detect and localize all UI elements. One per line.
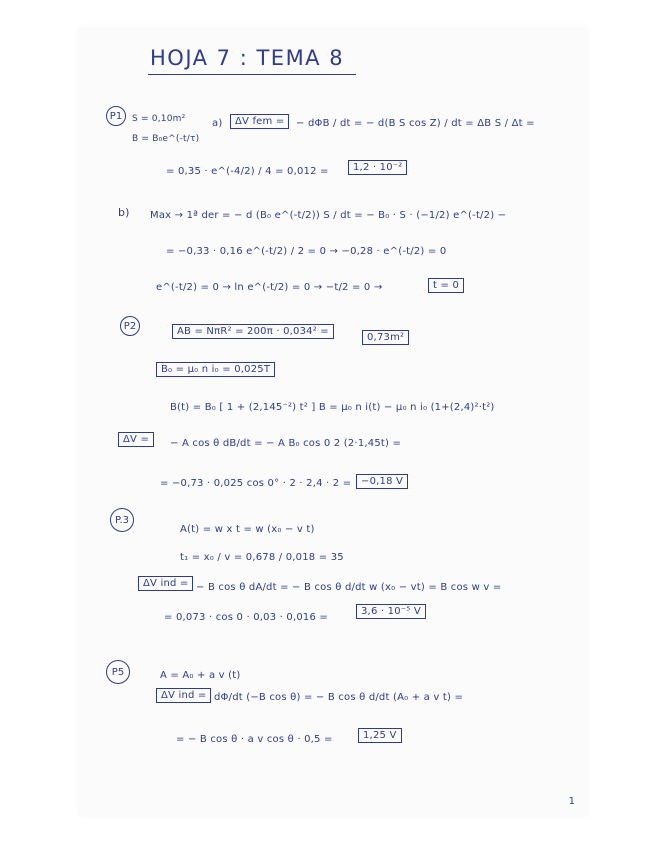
p1-b-log-step: e^(-t/2) = 0 → ln e^(-t/2) = 0 → −t/2 = 0 → xyxy=(156,282,383,293)
p1-b-result: t = 0 xyxy=(428,278,464,293)
problem-label-p2: P2 xyxy=(120,316,140,336)
title-underline xyxy=(148,74,356,75)
p2-area-box: AB = NπR² = 200π · 0,034² = xyxy=(172,324,334,339)
p5-emf-evaluation: = − B cos θ · a v cos θ · 0,5 = xyxy=(176,734,333,745)
p1-given-surface: S = 0,10m² xyxy=(132,114,186,124)
p5-emf-result: 1,25 V xyxy=(358,728,402,743)
page-number: 1 xyxy=(568,796,575,807)
p2-area-result: 0,73m² xyxy=(362,330,409,345)
p5-emf-expression: dΦ/dt (−B cos θ) = − B cos θ d/dt (A₀ + a v t) = xyxy=(214,692,464,703)
p1-part-b-label: b) xyxy=(118,206,130,219)
p2-emf-result: −0,18 V xyxy=(356,474,408,489)
problem-label-p1: P1 xyxy=(106,106,126,126)
p3-emf-expression: − B cos θ dA/dt = − B cos θ d/dt w (x₀ − vt) = B cos w v = xyxy=(196,582,502,593)
p2-emf-box: ΔV = xyxy=(118,432,154,447)
problem-label-p5: P5 xyxy=(106,660,130,684)
problem-label-p3: P.3 xyxy=(110,508,134,532)
p3-time-calc: t₁ = x₀ / v = 0,678 / 0,018 = 35 xyxy=(180,552,344,563)
p5-emf-box: ΔV ind = xyxy=(156,688,211,703)
p1-emf-box: ΔV fem = xyxy=(230,114,289,129)
page-title: HOJA 7 : TEMA 8 xyxy=(150,46,345,70)
p1-given-field: B = B₀e^(-t/τ) xyxy=(132,134,200,144)
p1-emf-expression: − dΦB / dt = − d(B S cos Z) / dt = ΔB S / Δt = xyxy=(296,118,535,129)
p1-b-derivative: Max → 1ª der = − d (B₀ e^(-t/2)) S / dt = − B₀ · S · (−1/2) e^(-t/2) − xyxy=(150,210,507,221)
p3-emf-result: 3,6 · 10⁻⁵ V xyxy=(356,604,426,619)
p3-area-time: A(t) = w x t = w (x₀ − v t) xyxy=(180,524,315,535)
p2-emf-expression: − A cos θ dB/dt = − A B₀ cos 0 2 (2·1,45t) = xyxy=(170,438,402,449)
p3-emf-box: ΔV ind = xyxy=(138,576,193,591)
p1-emf-result: 1,2 · 10⁻² xyxy=(348,160,407,175)
p2-b0-box: B₀ = μ₀ n i₀ = 0,025T xyxy=(156,362,275,377)
p1-part-a-label: a) xyxy=(212,118,223,129)
p1-emf-evaluation: = 0,35 · e^(-4/2) / 4 = 0,012 = xyxy=(166,166,329,177)
p2-field-time: B(t) = B₀ [ 1 + (2,145⁻²) t² ] B = μ₀ n i(t) − μ₀ n i₀ (1+(2,4)²·t²) xyxy=(170,402,495,413)
p5-area: A = A₀ + a v (t) xyxy=(160,670,241,681)
p1-b-equation: = −0,33 · 0,16 e^(-t/2) / 2 = 0 → −0,28 · e^(-t/2) = 0 xyxy=(166,246,447,257)
p3-emf-evaluation: = 0,073 · cos 0 · 0,03 · 0,016 = xyxy=(164,612,329,623)
p2-emf-evaluation: = −0,73 · 0,025 cos 0° · 2 · 2,4 · 2 = xyxy=(160,478,352,489)
